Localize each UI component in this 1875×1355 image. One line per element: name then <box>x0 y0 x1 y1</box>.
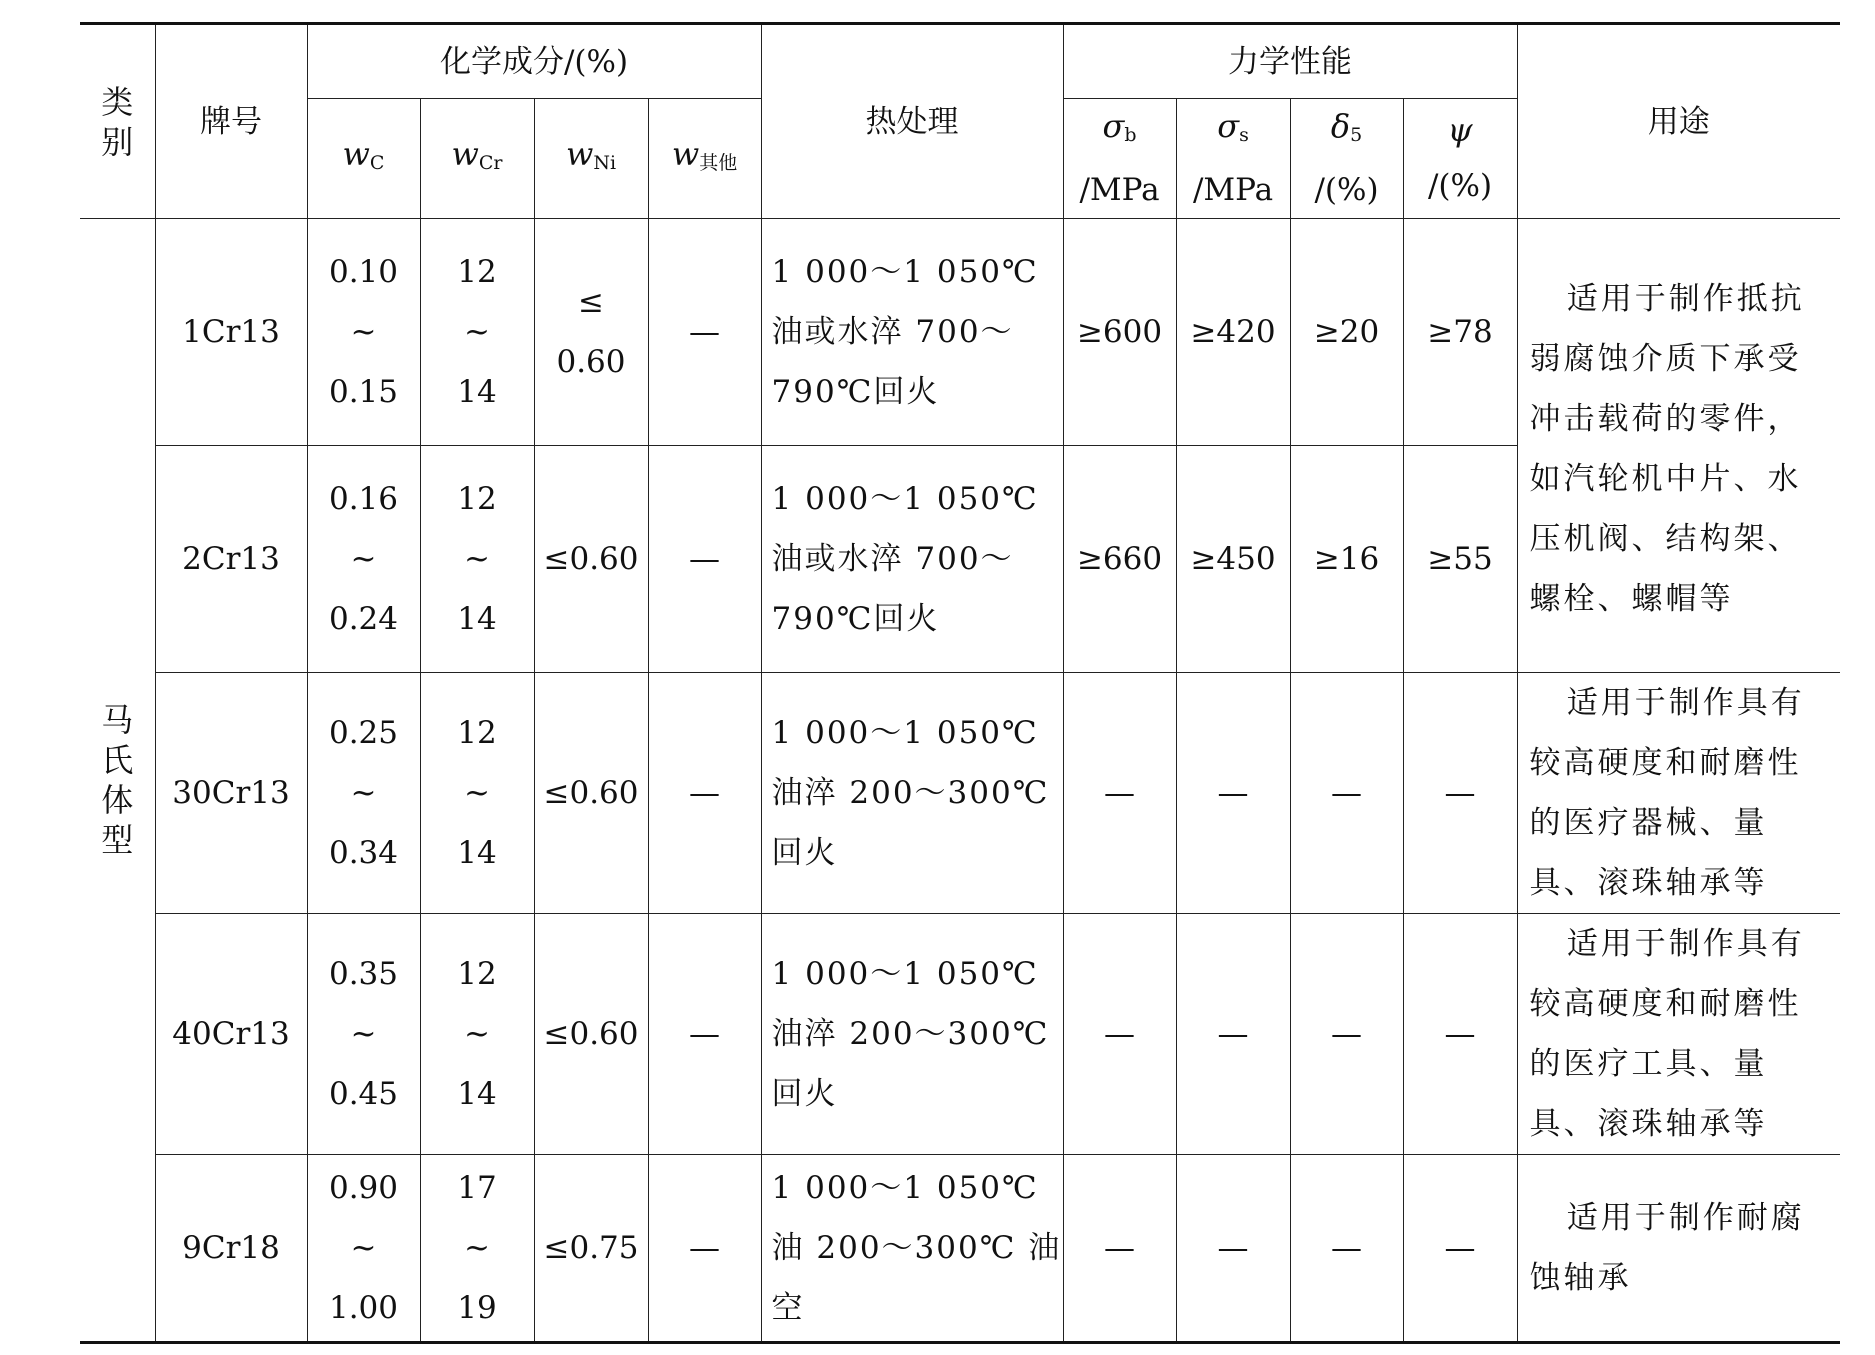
subscript: 5 <box>1350 124 1363 146</box>
value: 0.45 <box>328 1076 399 1112</box>
value: ~ <box>350 1016 377 1052</box>
value: 12 <box>457 715 497 751</box>
cr-cell <box>420 673 534 914</box>
value: 1 000～1 050℃ <box>771 1170 1039 1206</box>
other-cell: — <box>648 914 761 1155</box>
subscript: s <box>1239 124 1249 146</box>
value: 1 000～1 050℃ <box>771 481 1039 517</box>
usage-text: 适用于制作耐腐蚀轴承 <box>1529 1200 1805 1296</box>
usage-text: 适用于制作抵抗弱腐蚀介质下承受冲击载荷的零件，如汽轮机中片、水压机阀、结构架、螺栓、螺帽等 <box>1529 281 1805 617</box>
stainless-steel-table <box>80 22 1840 1344</box>
symbol: w <box>342 135 370 173</box>
subscript: Ni <box>593 152 617 174</box>
value: ~ <box>350 1230 377 1266</box>
value: 12 <box>457 481 497 517</box>
subscript: b <box>1124 124 1137 146</box>
value: ~ <box>350 541 377 577</box>
symbol: w <box>671 135 700 173</box>
value: ~ <box>464 1016 490 1052</box>
table-row <box>80 914 1840 1155</box>
header-heat-treatment: 热处理 <box>761 24 1063 219</box>
value: 油或水淬 700～ <box>771 314 1014 350</box>
grade-cell: 40Cr13 <box>155 914 307 1155</box>
value: 空 <box>771 1290 805 1326</box>
ni-cell <box>534 219 648 446</box>
c-cell <box>307 219 420 446</box>
value: 1 000～1 050℃ <box>771 715 1039 751</box>
value: 油 200～300℃ 油 <box>771 1230 1062 1266</box>
ni-cell: ≤0.60 <box>534 446 648 673</box>
grade-cell: 9Cr18 <box>155 1155 307 1343</box>
value: 0.34 <box>328 835 399 871</box>
header-sigma-b <box>1063 99 1176 219</box>
sigma-s-cell: ≥420 <box>1176 219 1290 446</box>
value: 17 <box>457 1170 497 1206</box>
symbol: δ <box>1330 107 1351 145</box>
heat-cell <box>761 673 1063 914</box>
value: ~ <box>464 1230 490 1266</box>
psi-cell: — <box>1403 914 1517 1155</box>
heat-cell <box>761 446 1063 673</box>
delta5-cell: — <box>1290 1155 1403 1343</box>
cr-cell <box>420 1155 534 1343</box>
c-cell <box>307 673 420 914</box>
value: ~ <box>464 541 490 577</box>
sigma-s-cell: — <box>1176 673 1290 914</box>
header-sigma-s <box>1176 99 1290 219</box>
value: 14 <box>457 601 497 637</box>
value: ~ <box>350 775 377 811</box>
value: 1.00 <box>328 1290 399 1326</box>
unit: /(%) <box>1427 168 1493 204</box>
table-row <box>80 673 1840 914</box>
heat-cell <box>761 219 1063 446</box>
header-wc <box>307 99 420 219</box>
usage-text: 适用于制作具有较高硬度和耐磨性的医疗器械、量具、滚珠轴承等 <box>1529 685 1805 901</box>
header-usage: 用途 <box>1517 24 1840 219</box>
other-cell: — <box>648 446 761 673</box>
sigma-b-cell: ≥600 <box>1063 219 1176 446</box>
header-mech-group: 力学性能 <box>1063 24 1517 99</box>
value: 1 000～1 050℃ <box>771 956 1039 992</box>
value: 油淬 200～300℃ <box>771 1016 1050 1052</box>
value: 0.10 <box>328 254 399 290</box>
sigma-s-cell: — <box>1176 1155 1290 1343</box>
c-cell <box>307 446 420 673</box>
delta5-cell: — <box>1290 673 1403 914</box>
header-category <box>80 24 155 219</box>
value: 油淬 200～300℃ <box>771 775 1050 811</box>
other-cell: — <box>648 1155 761 1343</box>
value: 790℃回火 <box>771 601 940 637</box>
usage-cell <box>1517 219 1840 673</box>
value: 1 000～1 050℃ <box>771 254 1039 290</box>
usage-text: 适用于制作具有较高硬度和耐磨性的医疗工具、量具、滚珠轴承等 <box>1529 926 1805 1142</box>
table-row <box>80 1155 1840 1343</box>
value: 14 <box>457 1076 497 1112</box>
cr-cell <box>420 219 534 446</box>
value: ~ <box>350 314 377 350</box>
delta5-cell: — <box>1290 914 1403 1155</box>
value: 回火 <box>771 835 838 871</box>
value: 0.25 <box>328 715 399 751</box>
header-chem-group: 化学成分/(%) <box>307 24 761 99</box>
symbol: σ <box>1217 107 1240 145</box>
sigma-b-cell: — <box>1063 914 1176 1155</box>
unit: /MPa <box>1192 172 1274 208</box>
value: 12 <box>457 254 497 290</box>
grade-cell: 2Cr13 <box>155 446 307 673</box>
sigma-b-cell: ≥660 <box>1063 446 1176 673</box>
value: ~ <box>464 775 490 811</box>
other-cell: — <box>648 673 761 914</box>
header-category-text: 类别 <box>101 82 134 161</box>
other-cell: — <box>648 219 761 446</box>
cr-cell <box>420 446 534 673</box>
value: 回火 <box>771 1076 838 1112</box>
c-cell <box>307 914 420 1155</box>
value: 0.90 <box>328 1170 399 1206</box>
subscript: 其他 <box>699 152 738 174</box>
delta5-cell: ≥16 <box>1290 446 1403 673</box>
ni-cell: ≤0.60 <box>534 673 648 914</box>
ni-cell: ≤0.75 <box>534 1155 648 1343</box>
header-wni <box>534 99 648 219</box>
grade-cell: 1Cr13 <box>155 219 307 446</box>
value: 14 <box>457 374 497 410</box>
c-cell <box>307 1155 420 1343</box>
heat-cell <box>761 914 1063 1155</box>
psi-cell: — <box>1403 1155 1517 1343</box>
header-wother <box>648 99 761 219</box>
symbol: w <box>451 135 479 173</box>
ni-cell: ≤0.60 <box>534 914 648 1155</box>
value: 12 <box>457 956 497 992</box>
usage-cell <box>1517 673 1840 914</box>
table-row <box>80 219 1840 446</box>
psi-cell: ≥78 <box>1403 219 1517 446</box>
heat-cell <box>761 1155 1063 1343</box>
subscript: Cr <box>478 152 503 174</box>
sigma-b-cell: — <box>1063 1155 1176 1343</box>
value: 油或水淬 700～ <box>771 541 1014 577</box>
header-grade: 牌号 <box>155 24 307 219</box>
category-value: 马氏体型 <box>101 701 134 859</box>
subscript: C <box>369 152 385 174</box>
category-cell <box>80 219 155 1343</box>
sigma-s-cell: ≥450 <box>1176 446 1290 673</box>
value: 14 <box>457 835 497 871</box>
unit: /(%) <box>1314 172 1379 208</box>
grade-cell: 30Cr13 <box>155 673 307 914</box>
symbol: w <box>565 135 594 173</box>
symbol: σ <box>1102 107 1125 145</box>
sigma-b-cell: — <box>1063 673 1176 914</box>
value: ~ <box>464 314 490 350</box>
value: 0.24 <box>328 601 399 637</box>
sigma-s-cell: — <box>1176 914 1290 1155</box>
symbol: ψ <box>1447 111 1473 149</box>
value: 0.15 <box>328 374 399 410</box>
header-psi <box>1403 99 1517 219</box>
usage-cell <box>1517 1155 1840 1343</box>
value: 0.60 <box>556 344 626 380</box>
header-wcr <box>420 99 534 219</box>
value: 790℃回火 <box>771 374 940 410</box>
value: ≤ <box>578 284 604 320</box>
value: 0.35 <box>328 956 399 992</box>
value: 0.16 <box>328 481 399 517</box>
header-delta5 <box>1290 99 1403 219</box>
unit: /MPa <box>1079 172 1160 208</box>
cr-cell <box>420 914 534 1155</box>
table-wrapper <box>80 22 1840 1344</box>
value: 19 <box>457 1290 497 1326</box>
psi-cell: ≥55 <box>1403 446 1517 673</box>
usage-cell <box>1517 914 1840 1155</box>
delta5-cell: ≥20 <box>1290 219 1403 446</box>
psi-cell: — <box>1403 673 1517 914</box>
